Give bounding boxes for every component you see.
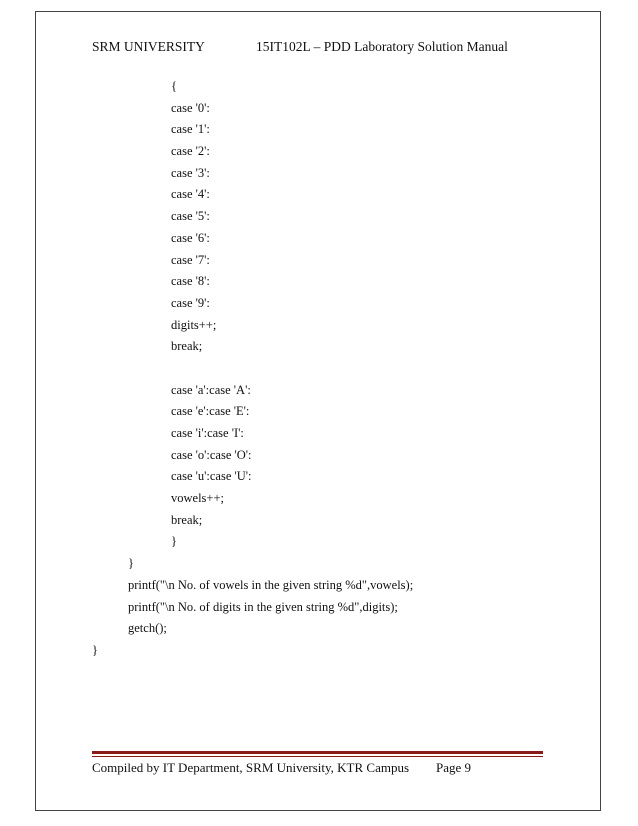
code-line: case '7':	[171, 252, 210, 267]
code-line: }	[128, 556, 134, 571]
code-line: case '1':	[171, 122, 210, 137]
code-line	[92, 358, 562, 380]
code-line: printf("\n No. of vowels in the given string %d",vowels);	[128, 577, 414, 592]
code-line: }	[92, 642, 98, 657]
code-line: {	[171, 79, 177, 93]
header-university: SRM UNIVERSITY	[92, 39, 205, 54]
code-line: case 'o':case 'O':	[171, 447, 252, 462]
code-line: break;	[171, 512, 203, 527]
code-line: case '6':	[171, 230, 210, 245]
code-line: case '4':	[171, 187, 210, 202]
code-line: case '9':	[171, 295, 210, 310]
code-line: case '3':	[171, 165, 210, 180]
code-line: break;	[171, 339, 203, 354]
code-listing	[92, 76, 562, 662]
code-line: case 'a':case 'A':	[171, 382, 251, 397]
code-line: }	[171, 534, 177, 549]
code-line: case '0':	[171, 100, 210, 115]
code-line: case '5':	[171, 209, 210, 224]
code-line: case '2':	[171, 144, 210, 159]
code-line: printf("\n No. of digits in the given string %d",digits);	[128, 599, 398, 614]
footer-rule-thin	[92, 756, 543, 757]
code-line: getch();	[128, 621, 167, 636]
code-line: case 'i':case 'I':	[171, 426, 244, 440]
footer-compiled-by: Compiled by IT Department, SRM University, KTR Campus	[92, 760, 410, 775]
code-line: case 'e':case 'E':	[171, 404, 250, 419]
footer-rule	[92, 751, 543, 754]
code-line: digits++;	[171, 317, 217, 332]
header-course-title: 15IT102L – PDD Laboratory Solution Manual	[256, 39, 508, 54]
code-line: case '8':	[171, 274, 210, 289]
code-line: case 'u':case 'U':	[171, 469, 252, 484]
page-number: Page 9	[436, 760, 472, 775]
code-line: vowels++;	[171, 491, 224, 506]
